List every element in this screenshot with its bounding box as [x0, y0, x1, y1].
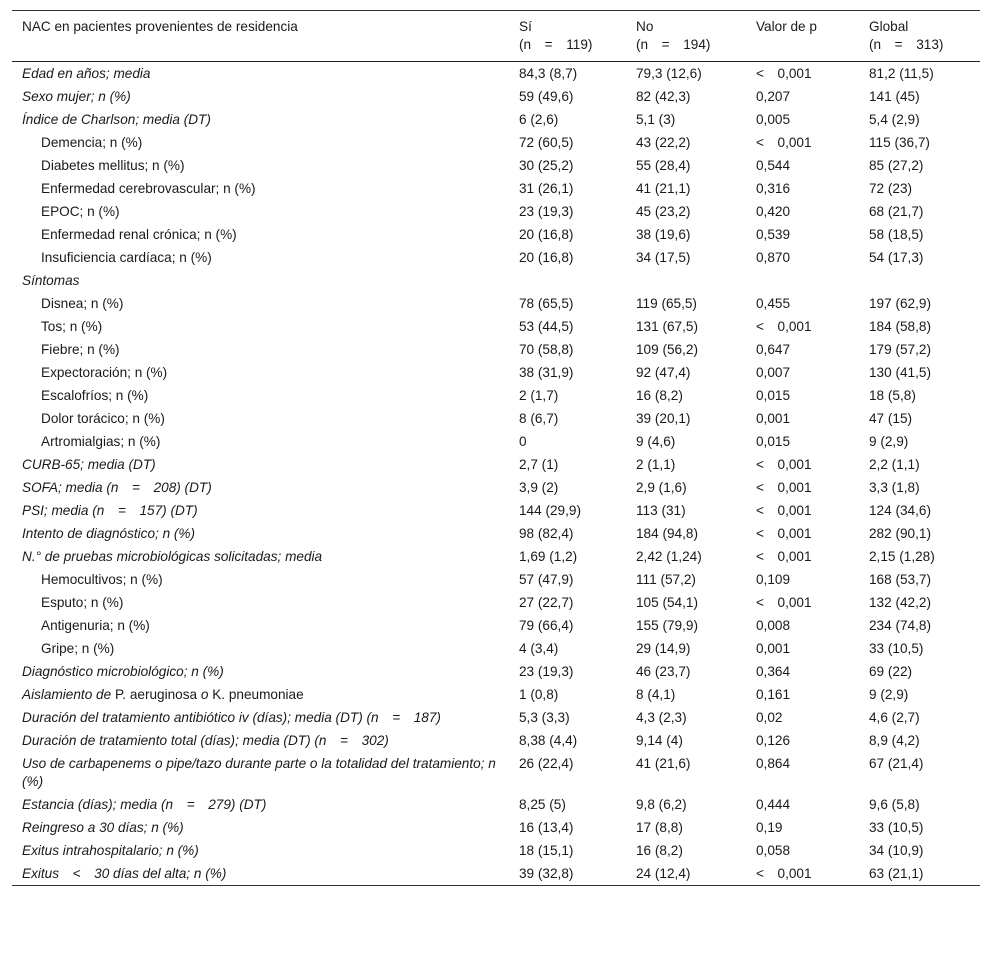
table-row: [12, 816, 980, 839]
cell-global: 115 (36,7): [869, 134, 930, 150]
cell-si: 84,3 (8,7): [519, 65, 578, 81]
cell-no: [626, 269, 746, 292]
cell-no: 9,14 (4): [636, 732, 683, 748]
cell-global: 282 (90,1): [869, 525, 931, 541]
cell-si: 1,69 (1,2): [519, 548, 578, 564]
row-label: SOFA; media (n = 208) (DT): [22, 479, 212, 495]
header-no: No (n = 194): [636, 19, 711, 52]
header-row: [12, 11, 980, 62]
row-label: N.° de pruebas microbiológicas solicitadas; media: [22, 548, 323, 564]
cell-global: 18 (5,8): [869, 387, 916, 403]
cell-p: 0,007: [756, 364, 791, 380]
row-label: Exitus intrahospitalario; n (%): [22, 842, 199, 858]
cell-global: 69 (22): [869, 663, 913, 679]
row-label: Enfermedad cerebrovascular; n (%): [41, 180, 256, 196]
cell-global: 54 (17,3): [869, 249, 924, 265]
cell-global: 9,6 (5,8): [869, 796, 920, 812]
cell-si: 39 (32,8): [519, 865, 574, 881]
row-label: Tos; n (%): [41, 318, 103, 334]
label-part: Aislamiento de: [22, 686, 115, 702]
header-si: Sí (n = 119): [519, 19, 593, 52]
cell-si: 8 (6,7): [519, 410, 559, 426]
table-row: [12, 131, 980, 154]
cell-no: 131 (67,5): [636, 318, 698, 334]
cell-global: 2,2 (1,1): [869, 456, 920, 472]
cell-si: 38 (31,9): [519, 364, 574, 380]
cell-p: < 0,001: [756, 456, 812, 472]
cell-no: 119 (65,5): [636, 295, 697, 311]
cell-global: 67 (21,4): [869, 755, 924, 771]
cell-global: 141 (45): [869, 88, 920, 104]
cell-no: 2,9 (1,6): [636, 479, 687, 495]
cell-p: 0,455: [756, 295, 791, 311]
row-label: [12, 683, 509, 706]
header-p-value: Valor de p: [756, 19, 817, 34]
cell-p: 0,001: [756, 410, 791, 426]
table-row: [12, 614, 980, 637]
row-label: Uso de carbapenems o pipe/tazo durante parte o la totalidad del tratamiento; n (%): [22, 755, 496, 789]
cell-p: < 0,001: [756, 594, 812, 610]
cell-si: 144 (29,9): [519, 502, 581, 518]
results-table: [12, 10, 980, 886]
cell-si: 5,3 (3,3): [519, 709, 570, 725]
cell-p: 0,364: [756, 663, 791, 679]
row-label: Sexo mujer; n (%): [22, 88, 131, 104]
row-label: Intento de diagnóstico; n (%): [22, 525, 196, 541]
row-label: Índice de Charlson; media (DT): [22, 111, 211, 127]
row-label: EPOC; n (%): [41, 203, 120, 219]
table-row: [12, 729, 980, 752]
header-variable: NAC en pacientes provenientes de residencia: [22, 19, 298, 34]
cell-global: 168 (53,7): [869, 571, 931, 587]
cell-no: 34 (17,5): [636, 249, 691, 265]
cell-no: 29 (14,9): [636, 640, 691, 656]
table-row: [12, 154, 980, 177]
cell-si: 6 (2,6): [519, 111, 559, 127]
cell-si: 79 (66,4): [519, 617, 574, 633]
cell-global: 2,15 (1,28): [869, 548, 935, 564]
cell-no: 155 (79,9): [636, 617, 698, 633]
cell-p: 0,207: [756, 88, 791, 104]
table-row: [12, 177, 980, 200]
table-row: [12, 361, 980, 384]
cell-global: 8,9 (4,2): [869, 732, 920, 748]
cell-si: 23 (19,3): [519, 663, 574, 679]
table-row: [12, 246, 980, 269]
row-label: Esputo; n (%): [41, 594, 124, 610]
cell-p: 0,058: [756, 842, 791, 858]
row-label: Duración del tratamiento antibiótico iv (días); media (DT) (n = 187): [22, 709, 441, 725]
cell-p: < 0,001: [756, 548, 812, 564]
row-label: Edad en años; media: [22, 65, 151, 81]
table-row: [12, 862, 980, 886]
table-row: [12, 453, 980, 476]
cell-p: 0,015: [756, 433, 791, 449]
table-row: [12, 315, 980, 338]
table-row: [12, 499, 980, 522]
cell-p: < 0,001: [756, 865, 812, 881]
cell-global: 130 (41,5): [869, 364, 931, 380]
cell-si: 4 (3,4): [519, 640, 559, 656]
cell-no: 38 (19,6): [636, 226, 691, 242]
table-row: [12, 660, 980, 683]
cell-si: 53 (44,5): [519, 318, 574, 334]
cell-no: 17 (8,8): [636, 819, 683, 835]
row-label: Reingreso a 30 días; n (%): [22, 819, 184, 835]
cell-p: < 0,001: [756, 65, 812, 81]
cell-no: 2,42 (1,24): [636, 548, 702, 564]
section-label: Síntomas: [22, 272, 80, 288]
row-label: Antigenuria; n (%): [41, 617, 150, 633]
row-label: Duración de tratamiento total (días); media (DT) (n = 302): [22, 732, 389, 748]
row-label: Exitus < 30 días del alta; n (%): [22, 865, 227, 881]
table-row: [12, 637, 980, 660]
row-label: Enfermedad renal crónica; n (%): [41, 226, 237, 242]
table-row: [12, 407, 980, 430]
header-global: Global (n = 313): [869, 19, 944, 52]
table-row: [12, 793, 980, 816]
cell-no: 2 (1,1): [636, 456, 676, 472]
cell-no: 113 (31): [636, 502, 686, 518]
cell-global: 132 (42,2): [869, 594, 931, 610]
table-row: [12, 591, 980, 614]
cell-p: 0,02: [756, 709, 783, 725]
table-row: [12, 338, 980, 361]
cell-global: 3,3 (1,8): [869, 479, 920, 495]
cell-global: 184 (58,8): [869, 318, 931, 334]
cell-p: 0,544: [756, 157, 791, 173]
cell-p: 0,161: [756, 686, 791, 702]
cell-no: 8 (4,1): [636, 686, 676, 702]
row-label: Disnea; n (%): [41, 295, 124, 311]
cell-global: 197 (62,9): [869, 295, 931, 311]
cell-p: 0,647: [756, 341, 791, 357]
cell-si: 31 (26,1): [519, 180, 574, 196]
table-row: [12, 522, 980, 545]
cell-global: 4,6 (2,7): [869, 709, 920, 725]
table-row: [12, 839, 980, 862]
cell-no: 184 (94,8): [636, 525, 698, 541]
cell-p: [746, 269, 859, 292]
cell-si: 1 (0,8): [519, 686, 559, 702]
cell-global: 81,2 (11,5): [869, 65, 934, 81]
cell-global: 33 (10,5): [869, 640, 924, 656]
cell-si: 3,9 (2): [519, 479, 559, 495]
row-label: Artromialgias; n (%): [41, 433, 161, 449]
cell-si: 78 (65,5): [519, 295, 574, 311]
cell-p: < 0,001: [756, 502, 812, 518]
cell-no: 43 (22,2): [636, 134, 691, 150]
cell-global: 234 (74,8): [869, 617, 931, 633]
table-row: [12, 568, 980, 591]
cell-global: 58 (18,5): [869, 226, 924, 242]
cell-no: 24 (12,4): [636, 865, 691, 881]
cell-no: 79,3 (12,6): [636, 65, 702, 81]
cell-si: 20 (16,8): [519, 226, 574, 242]
row-label: Demencia; n (%): [41, 134, 143, 150]
cell-si: 23 (19,3): [519, 203, 574, 219]
table-row: [12, 683, 980, 706]
table-row: [12, 706, 980, 729]
row-label: Fiebre; n (%): [41, 341, 120, 357]
table-row-section: [12, 269, 980, 292]
table-row: [12, 292, 980, 315]
cell-global: 63 (21,1): [869, 865, 924, 881]
cell-si: 8,25 (5): [519, 796, 566, 812]
cell-p: < 0,001: [756, 318, 812, 334]
cell-p: 0,420: [756, 203, 791, 219]
label-part: o: [197, 686, 213, 702]
cell-no: 5,1 (3): [636, 111, 676, 127]
cell-no: 16 (8,2): [636, 387, 683, 403]
row-label: Expectoración; n (%): [41, 364, 168, 380]
cell-global: 47 (15): [869, 410, 913, 426]
cell-si: 72 (60,5): [519, 134, 574, 150]
cell-no: 4,3 (2,3): [636, 709, 687, 725]
cell-p: 0,005: [756, 111, 791, 127]
cell-si: 0: [519, 433, 527, 449]
cell-global: 33 (10,5): [869, 819, 924, 835]
results-table-container: [12, 10, 980, 886]
cell-p: < 0,001: [756, 525, 812, 541]
row-label: CURB-65; media (DT): [22, 456, 156, 472]
cell-si: 2,7 (1): [519, 456, 559, 472]
cell-si: 2 (1,7): [519, 387, 559, 403]
cell-global: 124 (34,6): [869, 502, 931, 518]
cell-si: 8,38 (4,4): [519, 732, 578, 748]
cell-global: 85 (27,2): [869, 157, 924, 173]
cell-no: 82 (42,3): [636, 88, 691, 104]
cell-si: 26 (22,4): [519, 755, 574, 771]
cell-no: 111 (57,2): [636, 571, 696, 587]
table-row: [12, 200, 980, 223]
cell-p: 0,539: [756, 226, 791, 242]
cell-global: [859, 269, 980, 292]
cell-global: 9 (2,9): [869, 686, 909, 702]
cell-p: 0,316: [756, 180, 791, 196]
cell-global: 72 (23): [869, 180, 913, 196]
table-row: [12, 85, 980, 108]
row-label: Escalofríos; n (%): [41, 387, 149, 403]
cell-si: 70 (58,8): [519, 341, 574, 357]
cell-p: < 0,001: [756, 479, 812, 495]
table-header: [12, 11, 980, 62]
row-label: PSI; media (n = 157) (DT): [22, 502, 198, 518]
cell-p: 0,870: [756, 249, 791, 265]
row-label: Diagnóstico microbiológico; n (%): [22, 663, 224, 679]
cell-si: 16 (13,4): [519, 819, 574, 835]
cell-si: 59 (49,6): [519, 88, 574, 104]
row-label: Estancia (días); media (n = 279) (DT): [22, 796, 267, 812]
cell-p: 0,126: [756, 732, 791, 748]
table-row: [12, 62, 980, 86]
cell-global: 9 (2,9): [869, 433, 909, 449]
table-body: [12, 62, 980, 886]
cell-no: 46 (23,7): [636, 663, 691, 679]
cell-global: 5,4 (2,9): [869, 111, 920, 127]
table-row: [12, 430, 980, 453]
cell-p: 0,001: [756, 640, 791, 656]
cell-si: 98 (82,4): [519, 525, 574, 541]
cell-p: 0,015: [756, 387, 791, 403]
cell-no: 9 (4,6): [636, 433, 676, 449]
cell-no: 92 (47,4): [636, 364, 691, 380]
table-row: [12, 476, 980, 499]
cell-si: 57 (47,9): [519, 571, 574, 587]
cell-global: 179 (57,2): [869, 341, 931, 357]
table-row: [12, 384, 980, 407]
cell-no: 9,8 (6,2): [636, 796, 687, 812]
cell-no: 55 (28,4): [636, 157, 691, 173]
cell-no: 109 (56,2): [636, 341, 698, 357]
cell-si: 30 (25,2): [519, 157, 574, 173]
cell-si: 27 (22,7): [519, 594, 574, 610]
cell-p: < 0,001: [756, 134, 812, 150]
organism-name: P. aeruginosa: [114, 686, 198, 702]
organism-name: K. pneumoniae: [212, 686, 304, 702]
cell-p: 0,444: [756, 796, 791, 812]
cell-global: 68 (21,7): [869, 203, 924, 219]
row-label: Gripe; n (%): [41, 640, 115, 656]
cell-si: [509, 269, 626, 292]
table-row: [12, 223, 980, 246]
cell-no: 41 (21,6): [636, 755, 691, 771]
table-row: [12, 108, 980, 131]
table-row: [12, 545, 980, 568]
cell-no: 39 (20,1): [636, 410, 691, 426]
row-label: Insuficiencia cardíaca; n (%): [41, 249, 212, 265]
cell-p: 0,19: [756, 819, 783, 835]
cell-si: 20 (16,8): [519, 249, 574, 265]
row-label: Hemocultivos; n (%): [41, 571, 163, 587]
cell-no: 105 (54,1): [636, 594, 698, 610]
cell-no: 16 (8,2): [636, 842, 683, 858]
cell-no: 41 (21,1): [636, 180, 691, 196]
cell-p: 0,008: [756, 617, 791, 633]
cell-p: 0,109: [756, 571, 791, 587]
cell-global: 34 (10,9): [869, 842, 924, 858]
row-label: Diabetes mellitus; n (%): [41, 157, 185, 173]
table-row: [12, 752, 980, 793]
cell-no: 45 (23,2): [636, 203, 691, 219]
cell-si: 18 (15,1): [519, 842, 574, 858]
row-label: Dolor torácico; n (%): [41, 410, 165, 426]
cell-p: 0,864: [756, 755, 791, 771]
